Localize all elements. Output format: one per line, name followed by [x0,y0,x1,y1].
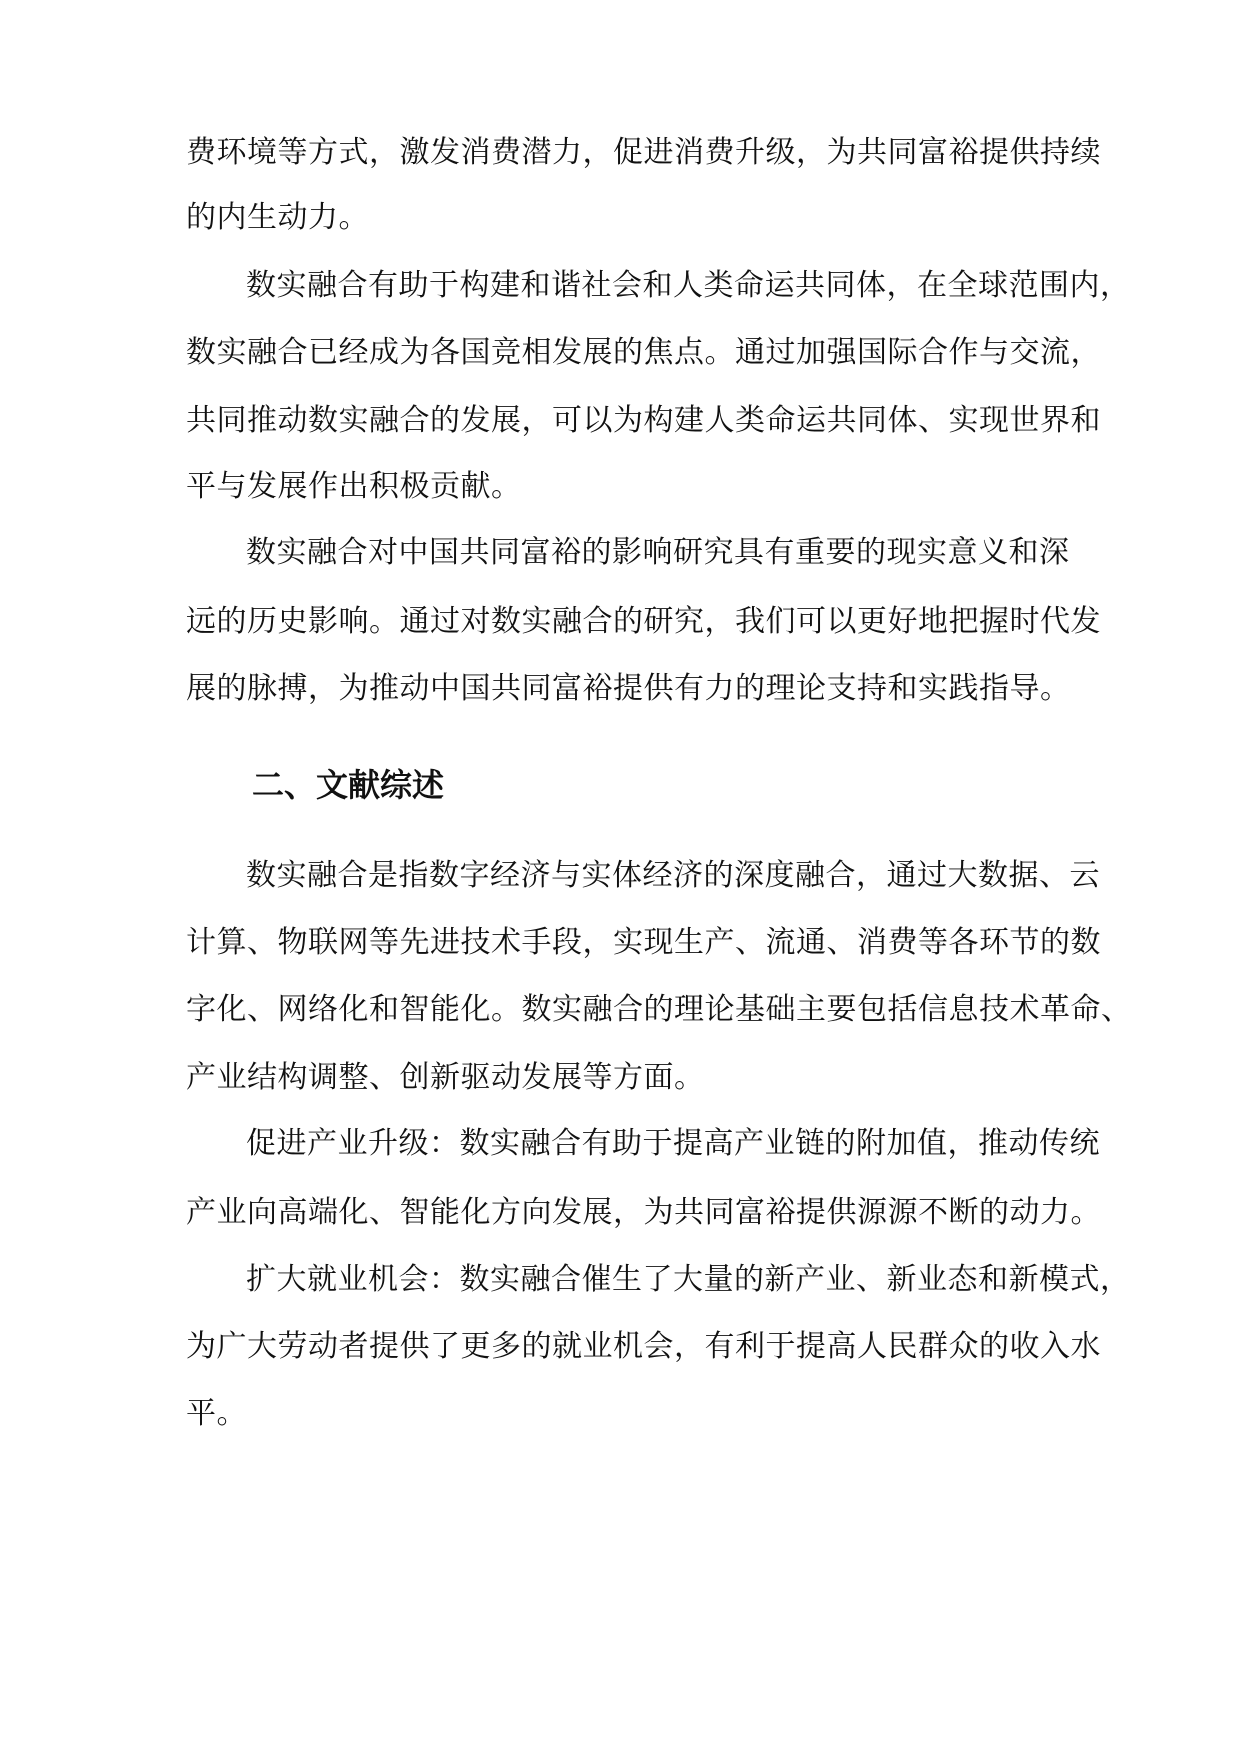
paragraph-line: 费环境等方式，激发消费潜力，促进消费升级，为共同富裕提供持续 [186,135,1101,170]
paragraph-line: 的内生动力。 [186,200,369,235]
paragraph-line: 字化、网络化和智能化。数实融合的理论基础主要包括信息技术革命、 [186,992,1132,1027]
paragraph-line: 计算、物联网等先进技术手段，实现生产、流通、消费等各环节的数 [186,925,1101,960]
paragraph-line: 远的历史影响。通过对数实融合的研究，我们可以更好地把握时代发 [186,604,1101,639]
paragraph-line: 数实融合是指数字经济与实体经济的深度融合，通过大数据、云 [246,858,1100,893]
paragraph-line: 产业向高端化、智能化方向发展，为共同富裕提供源源不断的动力。 [186,1195,1101,1230]
paragraph-line: 平与发展作出积极贡献。 [186,469,522,504]
paragraph-line: 展的脉搏，为推动中国共同富裕提供有力的理论支持和实践指导。 [186,671,1071,706]
paragraph-line: 产业结构调整、创新驱动发展等方面。 [186,1060,705,1095]
paragraph-line: 扩大就业机会：数实融合催生了大量的新产业、新业态和新模式， [246,1262,1131,1297]
paragraph-line: 为广大劳动者提供了更多的就业机会，有利于提高人民群众的收入水 [186,1329,1101,1364]
section-heading: 二、文献综述 [252,766,445,804]
paragraph-line: 数实融合对中国共同富裕的影响研究具有重要的现实意义和深 [246,535,1070,570]
paragraph-line: 促进产业升级：数实融合有助于提高产业链的附加值，推动传统 [246,1126,1100,1161]
paragraph-line: 平。 [186,1396,247,1431]
paragraph-line: 共同推动数实融合的发展，可以为构建人类命运共同体、实现世界和 [186,403,1101,438]
paragraph-line: 数实融合有助于构建和谐社会和人类命运共同体，在全球范围内， [246,268,1131,303]
paragraph-line: 数实融合已经成为各国竞相发展的焦点。通过加强国际合作与交流， [186,335,1101,370]
